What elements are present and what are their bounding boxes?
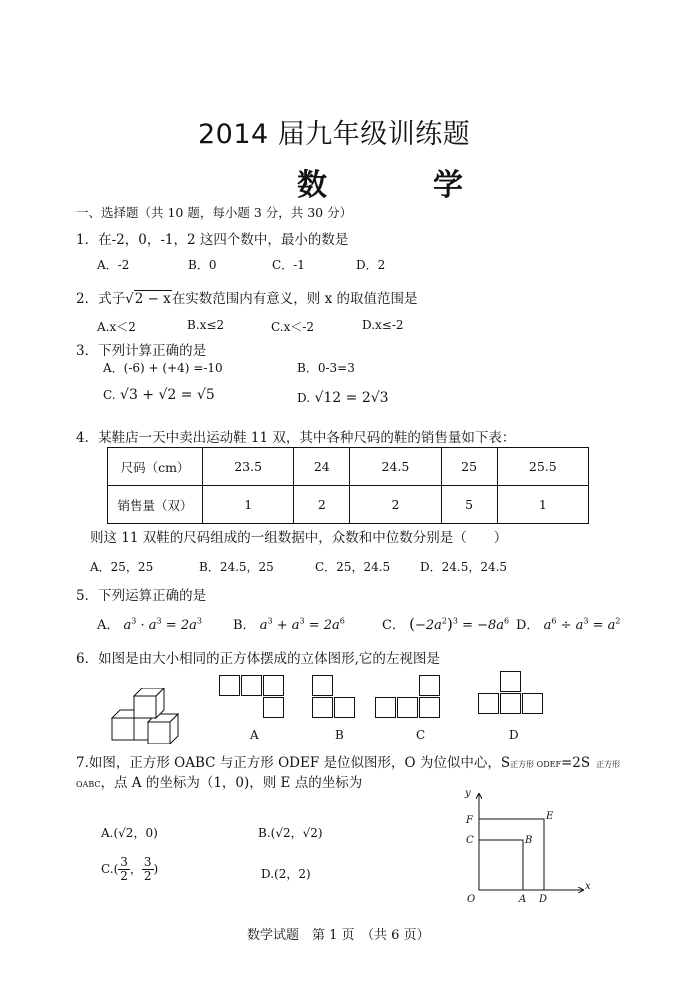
q5-option-b xyxy=(233,614,345,633)
q6-option-b-figure xyxy=(312,675,358,719)
label-y: y xyxy=(465,788,471,799)
q5-option-b-label: B． xyxy=(233,618,256,633)
table-cell: 24.5 xyxy=(350,448,441,486)
q3-option-d-expr: √12 = 2√3 xyxy=(314,390,389,406)
q6-option-a-figure xyxy=(219,675,289,719)
frac-num: 3 xyxy=(143,855,152,869)
q2-radicand: 2 − x xyxy=(134,291,171,307)
table-cell: 5 xyxy=(441,486,497,524)
q3-option-d xyxy=(297,390,389,406)
q3-stem: 3．下列计算正确的是 xyxy=(76,343,207,359)
q4-option-c: C．25，24.5 xyxy=(315,560,391,574)
table-cell: 25 xyxy=(441,448,497,486)
q3-option-d-label: D. xyxy=(297,391,311,405)
q6-label-b: B xyxy=(335,728,344,742)
q1-stem: 1．在-2，0，-1，2 这四个数中，最小的数是 xyxy=(76,232,349,248)
q5-option-a-expr: $a^3 \cdot a^3 = 2a^3$ xyxy=(123,616,202,633)
square-oabc xyxy=(479,840,523,890)
table-header-size: 尺码（cm） xyxy=(108,448,203,486)
q5-option-d xyxy=(516,614,621,633)
q6-option-d-figure xyxy=(478,671,548,717)
q7-line1-text: 7.如图，正方形 OABC 与正方形 ODEF 是位似图形，O 为位似中心，S xyxy=(76,755,511,771)
q2-option-a: A.x＜2 xyxy=(97,320,136,334)
table-header-sales: 销售量（双） xyxy=(108,486,203,524)
q7-coordinate-graph xyxy=(455,786,600,911)
frac-den: 2 xyxy=(143,869,152,883)
table-cell: 1 xyxy=(203,486,294,524)
table-cell: 1 xyxy=(497,486,588,524)
label-x: x xyxy=(585,881,591,892)
q5-option-c xyxy=(382,614,509,633)
q5-option-c-expr: $(-2a^2)^3 = -8a^6$ xyxy=(409,615,510,633)
q7-option-b: B.(√2，√2) xyxy=(258,826,323,840)
q2-option-b: B.x≤2 xyxy=(187,318,225,332)
q3-option-a: A．(-6) + (+4) =-10 xyxy=(103,361,223,375)
q7-option-c-label: C.( xyxy=(101,862,119,876)
fraction xyxy=(118,856,130,883)
q4-stem: 4．某鞋店一天中卖出运动鞋 11 双，其中各种尺码的鞋的销售量如下表： xyxy=(76,430,516,446)
page-footer: 数学试题 第 1 页 （共 6 页） xyxy=(247,928,430,943)
q3-option-c xyxy=(103,387,215,403)
q6-option-c-figure xyxy=(375,675,445,719)
table-cell: 2 xyxy=(350,486,441,524)
q5-option-a-label: A． xyxy=(97,618,120,633)
q6-label-d: D xyxy=(509,728,519,742)
q7-line1 xyxy=(76,751,620,771)
q5-option-b-expr: $a^3 + a^3 = 2a^6$ xyxy=(259,616,345,633)
table-cell: 23.5 xyxy=(203,448,294,486)
label-c: C xyxy=(466,835,474,846)
q2-option-d: D.x≤-2 xyxy=(362,318,404,332)
q5-stem: 5．下列运算正确的是 xyxy=(76,588,207,604)
frac-num: 3 xyxy=(120,855,128,869)
label-b: B xyxy=(525,835,533,846)
q4-question: 则这 11 双鞋的尺码组成的一组数据中，众数和中位数分别是（ ） xyxy=(90,530,508,546)
q3-option-b: B．0-3=3 xyxy=(297,361,355,375)
q1-option-a: A．-2 xyxy=(97,258,130,272)
q7-mid: =2S xyxy=(561,755,591,771)
table-cell: 25.5 xyxy=(497,448,588,486)
q1-option-c: C．-1 xyxy=(272,258,305,272)
q5-option-d-expr: $a^6 \div a^3 = a^2$ xyxy=(543,616,621,633)
section-heading: 一、选择题（共 10 题，每小题 3 分，共 30 分） xyxy=(76,205,353,220)
q4-option-d: D．24.5，24.5 xyxy=(420,560,508,574)
q7-sub1: 正方形 ODEF xyxy=(510,760,561,769)
label-f: F xyxy=(466,815,473,826)
shoe-sales-table xyxy=(107,447,589,524)
label-a: A xyxy=(519,894,527,905)
q5-option-c-label: C． xyxy=(382,618,405,633)
q2-stem-pre: 2．式子 xyxy=(76,291,126,307)
subject-title: 数 学 xyxy=(297,168,501,203)
q5-option-a xyxy=(97,614,202,633)
square-odef xyxy=(479,819,544,890)
q7-line2-sub: OABC xyxy=(76,780,101,789)
frac-den: 2 xyxy=(120,869,128,883)
table-cell: 2 xyxy=(294,486,350,524)
q7-option-c: C.( $\frac{3}{2}$ ， $\frac{3}{2}$ ) xyxy=(101,855,159,883)
q2-stem xyxy=(76,287,418,307)
q4-option-b: B．24.5，25 xyxy=(199,560,274,574)
q1-option-d: D．2 xyxy=(356,258,386,272)
label-d: D xyxy=(539,894,548,905)
q2-option-c: C.x＜-2 xyxy=(271,320,315,334)
label-o: O xyxy=(467,894,476,905)
fraction xyxy=(142,856,154,883)
page-title: 2014 届九年级训练题 xyxy=(198,119,471,150)
q6-label-a: A xyxy=(250,728,259,742)
q7-option-d: D.(2，2) xyxy=(261,867,311,881)
q1-option-b: B．0 xyxy=(188,258,217,272)
q7-option-a: A.(√2，0) xyxy=(101,826,158,840)
q3-option-c-expr: √3 + √2 = √5 xyxy=(120,387,215,403)
q6-stem: 6．如图是由大小相同的正方体摆成的立体图形,它的左视图是 xyxy=(76,651,440,667)
q4-option-a: A．25，25 xyxy=(90,560,154,574)
q5-option-d-label: D． xyxy=(516,618,540,633)
cube-stack-figure xyxy=(104,688,192,744)
label-e: E xyxy=(546,811,554,822)
table-row xyxy=(108,448,589,486)
q7-line2-text: ，点 A 的坐标为（1，0)，则 E 点的坐标为 xyxy=(100,775,363,791)
q7-line2 xyxy=(76,771,362,791)
radical-sign: √ xyxy=(125,291,134,307)
q2-stem-post: 在实数范围内有意义，则 x 的取值范围是 xyxy=(171,291,418,307)
table-cell: 24 xyxy=(294,448,350,486)
q7-sub2: 正方形 xyxy=(596,760,621,769)
q3-option-c-label: C. xyxy=(103,388,116,402)
table-row xyxy=(108,486,589,524)
q6-label-c: C xyxy=(416,728,426,742)
